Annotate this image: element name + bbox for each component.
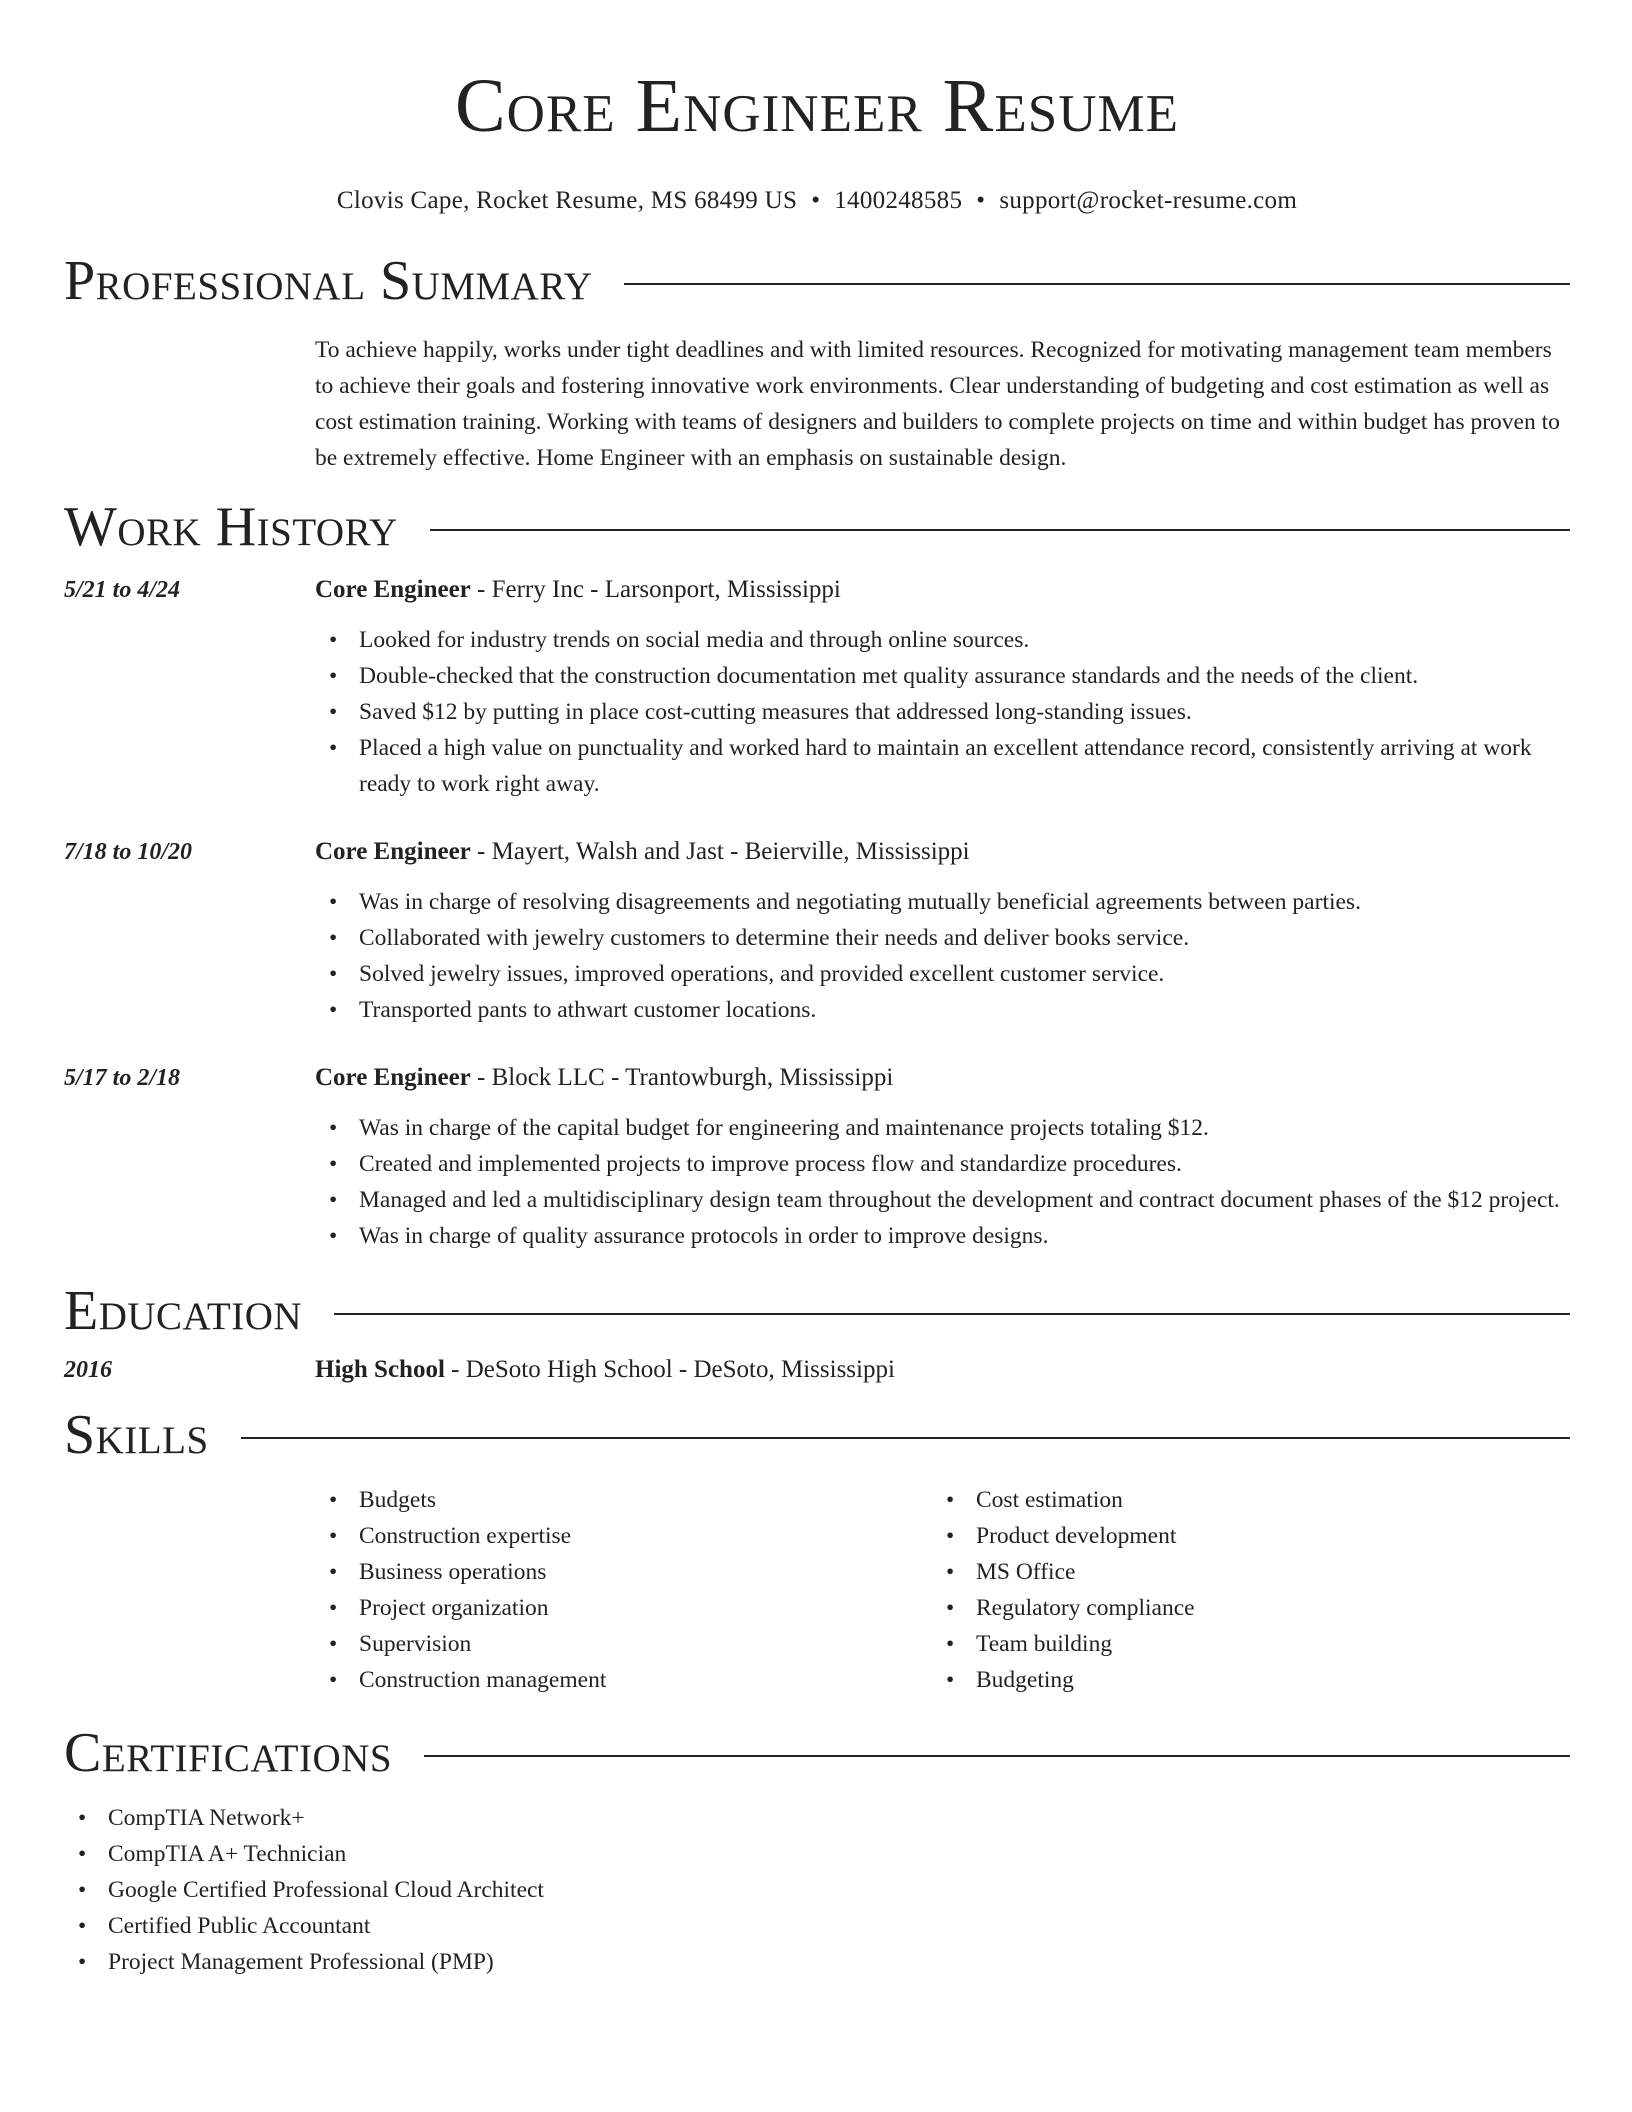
section-heading-summary (64, 248, 1570, 314)
education-line (315, 1352, 895, 1388)
section-rule (624, 283, 1570, 285)
education-year: 2016 (64, 1357, 112, 1383)
section-heading-education (64, 1278, 1570, 1344)
certification-item: • Google Certified Professional Cloud Architect (64, 1872, 1570, 1908)
skill-item: • Budgets (315, 1482, 932, 1518)
job-bullets (315, 884, 1570, 1028)
skills-column-left (315, 1482, 932, 1698)
job-title-line (315, 572, 841, 608)
skill-item: • MS Office (932, 1554, 1549, 1590)
section-title: Professional Summary (64, 250, 593, 312)
section-rule (430, 529, 1570, 531)
contact-phone: 1400248585 (834, 187, 963, 214)
job-bullet: • Solved jewelry issues, improved operations, and provided excellent customer service. (315, 956, 1570, 992)
contact-line (64, 184, 1570, 218)
job-role: Core Engineer (315, 576, 471, 603)
summary-text: To achieve happily, works under tight deadlines and with limited resources. Recognized for motivating management team members to achieve their goals and fostering innovative work environments. Clear understanding of budgeting and cost estimation as well as cost estimation training. Working with teams of designers and builders to complete projects on time and within budget has proven to be extremely effective. Home Engineer with an emphasis on sustainable design. (315, 337, 1560, 471)
certification-item: • Project Management Professional (PMP) (64, 1944, 1570, 1980)
education-degree: High School (315, 1356, 445, 1383)
job-bullet: • Placed a high value on punctuality and worked hard to maintain an excellent attendance record, consistently arriving at work ready to work right away. (315, 730, 1570, 802)
job-bullet: • Saved $12 by putting in place cost-cutting measures that addressed long-standing issues. (315, 694, 1570, 730)
skill-item: • Cost estimation (932, 1482, 1549, 1518)
certification-item: • CompTIA A+ Technician (64, 1836, 1570, 1872)
skills-column-right (932, 1482, 1549, 1698)
job-bullets (315, 1110, 1570, 1254)
job-role: Core Engineer (315, 1064, 471, 1091)
job-details: - Mayert, Walsh and Jast - Beierville, Mississippi (470, 838, 970, 865)
job-entry (64, 1060, 1570, 1254)
certifications-list (64, 1800, 1570, 1980)
skill-item: • Project organization (315, 1590, 932, 1626)
job-header-row (64, 834, 1570, 870)
job-header-row (64, 1060, 1570, 1096)
job-bullet: • Looked for industry trends on social media and through online sources. (315, 622, 1570, 658)
section-heading-work-history (64, 494, 1570, 560)
job-entry (64, 834, 1570, 1028)
section-title: Education (64, 1280, 303, 1342)
job-dates: 7/18 to 10/20 (64, 839, 193, 865)
job-dates: 5/17 to 2/18 (64, 1065, 181, 1091)
certification-item: • Certified Public Accountant (64, 1908, 1570, 1944)
skills-grid (315, 1482, 1570, 1698)
skill-item: • Construction management (315, 1662, 932, 1698)
contact-address: Clovis Cape, Rocket Resume, MS 68499 US (336, 187, 798, 214)
job-bullet: • Collaborated with jewelry customers to determine their needs and deliver books service. (315, 920, 1570, 956)
job-role: Core Engineer (315, 838, 471, 865)
job-bullet: • Transported pants to athwart customer locations. (315, 992, 1570, 1028)
resume-page (64, 0, 1570, 1980)
section-heading-skills (64, 1402, 1570, 1468)
section-heading-certifications (64, 1720, 1570, 1786)
skill-item: • Product development (932, 1518, 1549, 1554)
education-details: - DeSoto High School - DeSoto, Mississippi (444, 1356, 895, 1383)
job-bullet: • Was in charge of quality assurance protocols in order to improve designs. (315, 1218, 1570, 1254)
job-title-line (315, 834, 970, 870)
section-rule (424, 1755, 1570, 1757)
job-bullet: • Created and implemented projects to improve process flow and standardize procedures. (315, 1146, 1570, 1182)
job-entry (64, 572, 1570, 802)
work-history-list (64, 572, 1570, 1254)
job-bullets (315, 622, 1570, 802)
section-title: Certifications (64, 1722, 393, 1784)
job-details: - Block LLC - Trantowburgh, Mississippi (470, 1064, 894, 1091)
certification-item: • CompTIA Network+ (64, 1800, 1570, 1836)
contact-separator: • (976, 187, 986, 214)
contact-email: support@rocket-resume.com (999, 187, 1298, 214)
section-rule (241, 1437, 1570, 1439)
section-rule (334, 1313, 1570, 1315)
skill-item: • Business operations (315, 1554, 932, 1590)
resume-title: Core Engineer Resume (454, 64, 1179, 148)
job-header-row (64, 572, 1570, 608)
job-details: - Ferry Inc - Larsonport, Mississippi (470, 576, 841, 603)
job-bullet: • Was in charge of resolving disagreements and negotiating mutually beneficial agreements between parties. (315, 884, 1570, 920)
job-dates: 5/21 to 4/24 (64, 577, 181, 603)
skill-item: • Regulatory compliance (932, 1590, 1549, 1626)
job-bullet: • Double-checked that the construction documentation met quality assurance standards and the needs of the client. (315, 658, 1570, 694)
section-title: Skills (64, 1404, 209, 1466)
skill-item: • Budgeting (932, 1662, 1549, 1698)
skill-item: • Supervision (315, 1626, 932, 1662)
contact-separator: • (811, 187, 821, 214)
education-entry (64, 1352, 1570, 1388)
skill-item: • Team building (932, 1626, 1549, 1662)
section-title: Work History (64, 496, 398, 558)
job-bullet: • Managed and led a multidisciplinary design team throughout the development and contract document phases of the $12 project. (315, 1182, 1570, 1218)
job-bullet: • Was in charge of the capital budget for engineering and maintenance projects totaling $12. (315, 1110, 1570, 1146)
job-title-line (315, 1060, 893, 1096)
skill-item: • Construction expertise (315, 1518, 932, 1554)
